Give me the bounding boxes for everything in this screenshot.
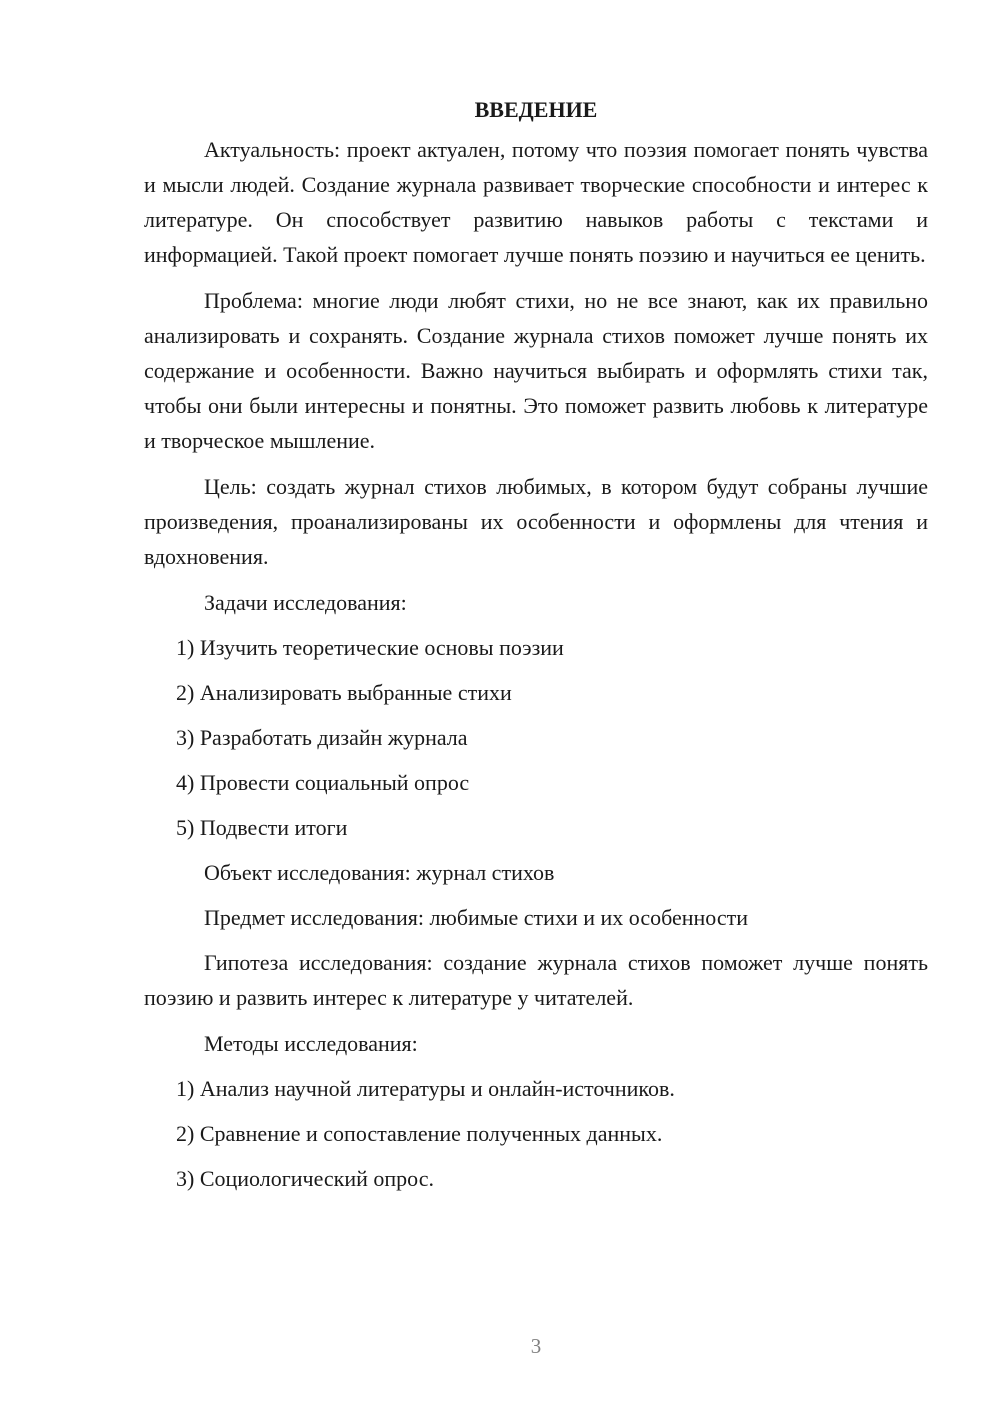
page-content [144,92,928,1206]
page-number: 3 [530,1334,542,1358]
problem-paragraph: Проблема: многие люди любят стихи, но не все знают, как их правильно анализировать и сохранять. Создание журнала стихов поможет лучше понять их содержание и особенности. Важно научиться выбирать и оформлять стихи так, чтобы они были интересны и понятны. Это поможет развить любовь к литературе и творческое мышление. [144,288,928,453]
research-object: Объект исследования: журнал стихов [204,860,555,885]
methods-heading: Методы исследования: [204,1031,418,1056]
method-item: 2) Сравнение и сопоставление полученных данных. [176,1121,663,1146]
task-item: 4) Провести социальный опрос [176,770,470,795]
section-title: ВВЕДЕНИЕ [474,97,598,122]
task-item: 2) Анализировать выбранные стихи [176,680,512,705]
task-item: 5) Подвести итоги [176,815,348,840]
hypothesis-paragraph: Гипотеза исследования: создание журнала стихов поможет лучше понять поэзию и развить интерес к литературе у читателей. [144,950,928,1010]
task-item: 3) Разработать дизайн журнала [176,725,468,750]
goal-paragraph: Цель: создать журнал стихов любимых, в котором будут собраны лучшие произведения, проанализированы их особенности и оформлены для чтения и вдохновения. [144,474,928,569]
method-item: 1) Анализ научной литературы и онлайн-источников. [176,1076,675,1101]
research-subject: Предмет исследования: любимые стихи и их особенности [204,905,748,930]
task-item: 1) Изучить теоретические основы поэзии [176,635,564,660]
method-item: 3) Социологический опрос. [176,1166,434,1191]
relevance-paragraph: Актуальность: проект актуален, потому что поэзия помогает понять чувства и мысли людей. Создание журнала развивает творческие способности и интерес к литературе. Он способствует развитию навыков работы с текстами и информацией. Такой проект помогает лучше понять поэзию и научиться ее ценить. [144,137,928,267]
tasks-heading: Задачи исследования: [204,590,407,615]
